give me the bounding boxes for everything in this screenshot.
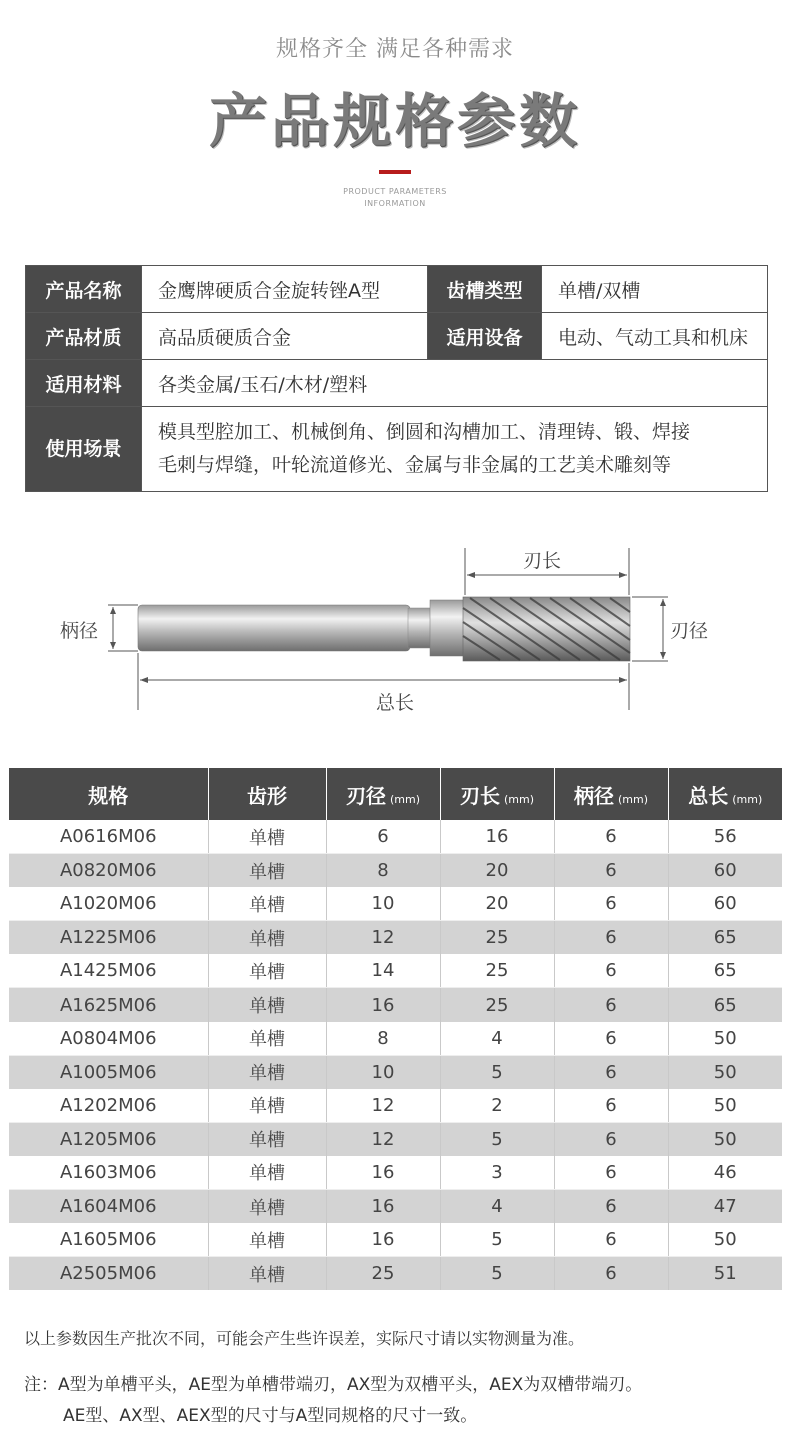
table-row	[9, 1122, 782, 1156]
table-cell: 60	[668, 887, 782, 921]
table-row	[9, 1190, 782, 1224]
table-cell: 12	[326, 1089, 440, 1123]
table-cell: 50	[668, 1022, 782, 1056]
table-cell: A1225M06	[9, 921, 208, 955]
table-cell: 16	[440, 820, 554, 854]
table-cell: A1202M06	[9, 1089, 208, 1123]
blade-diameter-label: 刃径	[670, 620, 709, 642]
table-row	[9, 1156, 782, 1190]
tooth-type-label: 齿槽类型	[428, 266, 542, 313]
table-cell: 4	[440, 1022, 554, 1056]
table-cell: A1625M06	[9, 988, 208, 1022]
table-cell: 单槽	[208, 1055, 326, 1089]
table-cell: 单槽	[208, 1022, 326, 1056]
table-cell: 5	[440, 1257, 554, 1291]
table-cell: 6	[554, 954, 668, 988]
table-cell: 47	[668, 1190, 782, 1224]
spec-table-body	[9, 820, 782, 1290]
table-cell: A1605M06	[9, 1223, 208, 1257]
table-cell: 单槽	[208, 1156, 326, 1190]
table-cell: 5	[440, 1223, 554, 1257]
table-row	[9, 988, 782, 1022]
col-header-shank-dia: 柄径 (mm)	[554, 768, 668, 820]
dimension-diagram	[0, 540, 790, 720]
col-header-model: 规格	[9, 768, 208, 820]
table-cell: 50	[668, 1122, 782, 1156]
table-row	[9, 854, 782, 888]
table-cell: A1005M06	[9, 1055, 208, 1089]
table-cell: 5	[440, 1055, 554, 1089]
spec-table	[9, 768, 782, 1290]
table-row	[9, 887, 782, 921]
table-cell: 6	[554, 1190, 668, 1224]
table-row	[9, 820, 782, 854]
spec-header-row	[9, 768, 782, 820]
table-cell: 3	[440, 1156, 554, 1190]
table-row	[9, 921, 782, 955]
table-cell: 20	[440, 887, 554, 921]
table-cell: 10	[326, 887, 440, 921]
table-row	[9, 1257, 782, 1291]
table-cell: A0804M06	[9, 1022, 208, 1056]
table-cell: 单槽	[208, 854, 326, 888]
table-cell: A0820M06	[9, 854, 208, 888]
table-cell: 6	[326, 820, 440, 854]
product-name-value: 金鹰牌硬质合金旋转锉A型	[142, 266, 428, 313]
total-length-label: 总长	[376, 692, 415, 714]
table-cell: 单槽	[208, 1223, 326, 1257]
table-cell: 5	[440, 1122, 554, 1156]
usage-scene-label: 使用场景	[26, 407, 142, 492]
table-row	[9, 1089, 782, 1123]
table-cell: 16	[326, 1223, 440, 1257]
table-cell: 6	[554, 820, 668, 854]
product-name-label: 产品名称	[26, 266, 142, 313]
table-cell: 6	[554, 1223, 668, 1257]
table-cell: 单槽	[208, 1089, 326, 1123]
table-cell: A1604M06	[9, 1190, 208, 1224]
table-cell: 50	[668, 1223, 782, 1257]
table-row	[9, 1055, 782, 1089]
table-cell: 6	[554, 1022, 668, 1056]
product-info-table	[25, 265, 768, 492]
applicable-material-value: 各类金属/玉石/木材/塑料	[142, 360, 768, 407]
table-row	[9, 1223, 782, 1257]
table-cell: 16	[326, 988, 440, 1022]
col-header-blade-length: 刃长 (mm)	[440, 768, 554, 820]
table-cell: 6	[554, 988, 668, 1022]
table-cell: 6	[554, 1257, 668, 1291]
table-cell: 60	[668, 854, 782, 888]
table-cell: 65	[668, 921, 782, 955]
table-cell: 51	[668, 1257, 782, 1291]
english-subtitle: PRODUCT PARAMETERS INFORMATION	[343, 187, 447, 208]
table-cell: 25	[326, 1257, 440, 1291]
col-header-blade-dia: 刃径 (mm)	[326, 768, 440, 820]
material-value: 高品质硬质合金	[142, 313, 428, 360]
subtitle: 规格齐全 满足各种需求	[276, 37, 514, 62]
table-cell: 单槽	[208, 1190, 326, 1224]
col-header-tooth: 齿形	[208, 768, 326, 820]
equipment-label: 适用设备	[428, 313, 542, 360]
col-header-total-length: 总长 (mm)	[668, 768, 782, 820]
table-cell: 单槽	[208, 921, 326, 955]
header	[0, 0, 790, 240]
table-cell: 12	[326, 1122, 440, 1156]
table-cell: 8	[326, 854, 440, 888]
table-cell: 单槽	[208, 988, 326, 1022]
shank	[138, 605, 410, 651]
table-cell: 50	[668, 1055, 782, 1089]
table-cell: 6	[554, 1156, 668, 1190]
table-cell: 6	[554, 854, 668, 888]
table-cell: 65	[668, 954, 782, 988]
shank-diameter-label: 柄径	[60, 620, 99, 642]
table-cell: 65	[668, 988, 782, 1022]
table-cell: 6	[554, 1122, 668, 1156]
table-cell: 6	[554, 887, 668, 921]
table-cell: 6	[554, 1055, 668, 1089]
blade-length-label: 刃长	[523, 550, 562, 572]
table-cell: 12	[326, 921, 440, 955]
table-cell: 46	[668, 1156, 782, 1190]
page-title: 产品规格参数	[208, 87, 581, 155]
table-cell: 50	[668, 1089, 782, 1123]
applicable-material-label: 适用材料	[26, 360, 142, 407]
table-cell: 6	[554, 1089, 668, 1123]
table-cell: 4	[440, 1190, 554, 1224]
usage-scene-value: 模具型腔加工、机械倒角、倒圆和沟槽加工、清理铸、锻、焊接 毛刺与焊缝，叶轮流道修光、金属与非金属的工艺美术雕刻等	[142, 407, 768, 492]
table-cell: 单槽	[208, 954, 326, 988]
table-cell: 25	[440, 921, 554, 955]
table-cell: 25	[440, 954, 554, 988]
table-cell: 单槽	[208, 887, 326, 921]
table-cell: 单槽	[208, 820, 326, 854]
table-cell: 20	[440, 854, 554, 888]
table-cell: 25	[440, 988, 554, 1022]
table-cell: A2505M06	[9, 1257, 208, 1291]
table-cell: A1020M06	[9, 887, 208, 921]
table-cell: 8	[326, 1022, 440, 1056]
table-cell: 单槽	[208, 1257, 326, 1291]
table-cell: 56	[668, 820, 782, 854]
table-cell: 16	[326, 1190, 440, 1224]
table-cell: A1205M06	[9, 1122, 208, 1156]
table-cell: 16	[326, 1156, 440, 1190]
table-row	[9, 1022, 782, 1056]
table-cell: 14	[326, 954, 440, 988]
table-cell: A1425M06	[9, 954, 208, 988]
table-row	[9, 954, 782, 988]
title-divider	[379, 170, 411, 174]
tooth-type-value: 单槽/双槽	[542, 266, 768, 313]
equipment-value: 电动、气动工具和机床	[542, 313, 768, 360]
table-cell: 单槽	[208, 1122, 326, 1156]
table-cell: A0616M06	[9, 820, 208, 854]
table-cell: A1603M06	[9, 1156, 208, 1190]
material-label: 产品材质	[26, 313, 142, 360]
table-cell: 10	[326, 1055, 440, 1089]
tolerance-note: 以上参数因生产批次不同，可能会产生些许误差，实际尺寸请以实物测量为准。	[24, 1329, 585, 1348]
table-cell: 2	[440, 1089, 554, 1123]
type-note: 注：A型为单槽平头，AE型为单槽带端刃，AX型为双槽平头，AEX为双槽带端刃。 AE型、AX型、AEX型的尺寸与A型同规格的尺寸一致。	[24, 1375, 643, 1426]
table-cell: 6	[554, 921, 668, 955]
